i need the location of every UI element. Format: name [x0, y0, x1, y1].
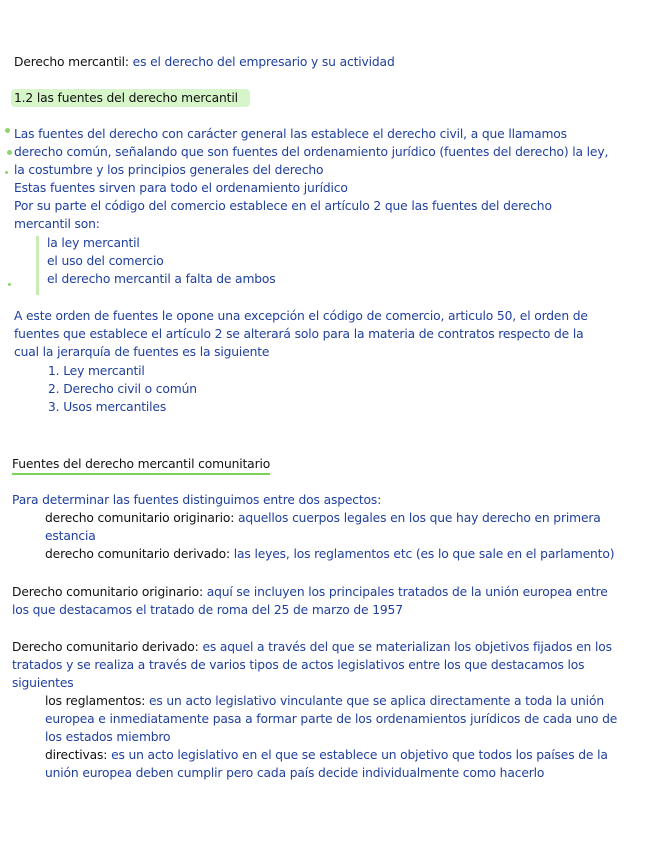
list-item-cont: los estados miembro — [45, 730, 171, 744]
intro-definition — [14, 53, 646, 71]
term: Derecho mercantil: — [14, 55, 129, 69]
heading-text: Fuentes del derecho mercantil comunitario — [12, 457, 270, 475]
sources-list — [47, 234, 637, 288]
paragraph — [14, 125, 646, 233]
para-line: A este orden de fuentes le opone una excepción el código de comercio, articulo 50, el orden de — [14, 309, 588, 323]
term: los reglamentos: — [45, 694, 146, 708]
list-item — [45, 509, 645, 527]
list-item-cont: unión europea deben cumplir pero cada país decide individualmente como hacerlo — [45, 766, 545, 780]
list-item — [45, 746, 645, 764]
para-line: los que destacamos el tratado de roma del 25 de marzo de 1957 — [12, 603, 403, 617]
aspects-list — [45, 509, 645, 563]
term: Derecho comunitario derivado: — [12, 640, 199, 654]
ordered-list — [48, 362, 638, 416]
para-line: Para determinar las fuentes distinguimos entre dos aspectos: — [12, 493, 382, 507]
list-item-cont: europea e inmediatamente pasa a formar parte de los ordenamientos jurídicos de cada uno de — [45, 712, 618, 726]
paragraph — [12, 491, 644, 509]
acts-list — [45, 692, 645, 782]
para-line: Las fuentes del derecho con carácter general las establece el derecho civil, a que llamamos — [14, 127, 567, 141]
list-item — [45, 545, 645, 563]
paragraph — [12, 638, 644, 692]
section-heading — [14, 89, 646, 107]
list-item: 3. Usos mercantiles — [48, 400, 167, 414]
para-line: derecho común, señalando que son fuentes del ordenamiento jurídico (fuentes del derecho) la ley, — [14, 145, 609, 159]
term: Derecho comunitario originario: — [12, 585, 203, 599]
para-line: cual la jerarquía de fuentes es la siguiente — [14, 345, 270, 359]
term: derecho comunitario derivado: — [45, 547, 231, 561]
term: directivas: — [45, 748, 108, 762]
list-item: el derecho mercantil a falta de ambos — [47, 272, 276, 286]
paragraph — [12, 583, 644, 619]
term: derecho comunitario originario: — [45, 511, 235, 525]
list-item: 1. Ley mercantil — [48, 364, 145, 378]
definition: es un acto legislativo en el que se establece un objetivo que todos los países de la — [111, 748, 608, 762]
para-line: mercantil son: — [14, 217, 100, 231]
definition: es el derecho del empresario y su actividad — [132, 55, 395, 69]
para-line: fuentes que establece el artículo 2 se alterará solo para la materia de contratos respecto de la — [14, 327, 584, 341]
list-item-cont: estancia — [45, 529, 96, 543]
list-item: la ley mercantil — [47, 236, 140, 250]
paragraph — [14, 307, 646, 361]
definition: es aquel a través del que se materializan los objetivos fijados en los — [202, 640, 612, 654]
definition: las leyes, los reglamentos etc (es lo que sale en el parlamento) — [233, 547, 615, 561]
definition: es un acto legislativo vinculante que se aplica directamente a toda la unión — [148, 694, 604, 708]
margin-dot — [5, 171, 8, 174]
list-item — [45, 692, 645, 710]
heading-text: 1.2 las fuentes del derecho mercantil — [11, 89, 250, 107]
section-heading — [12, 455, 644, 473]
margin-dot — [8, 283, 11, 286]
definition: aquellos cuerpos legales en los que hay derecho en primera — [238, 511, 601, 525]
para-line: tratados y se realiza a través de varios tipos de actos legislativos entre los que destacamos los — [12, 658, 585, 672]
para-line — [12, 583, 644, 601]
list-bar — [36, 236, 39, 295]
para-line: Estas fuentes sirven para todo el ordenamiento jurídico — [14, 181, 348, 195]
para-line — [12, 638, 644, 656]
definition: aquí se incluyen los principales tratados de la unión europea entre — [206, 585, 608, 599]
margin-dot — [7, 150, 12, 155]
list-item: 2. Derecho civil o común — [48, 382, 197, 396]
list-item: el uso del comercio — [47, 254, 164, 268]
para-line: siguientes — [12, 676, 74, 690]
margin-dot — [5, 128, 10, 133]
para-line: Por su parte el código del comercio establece en el artículo 2 que las fuentes del derecho — [14, 199, 552, 213]
para-line: la costumbre y los principios generales del derecho — [14, 163, 324, 177]
